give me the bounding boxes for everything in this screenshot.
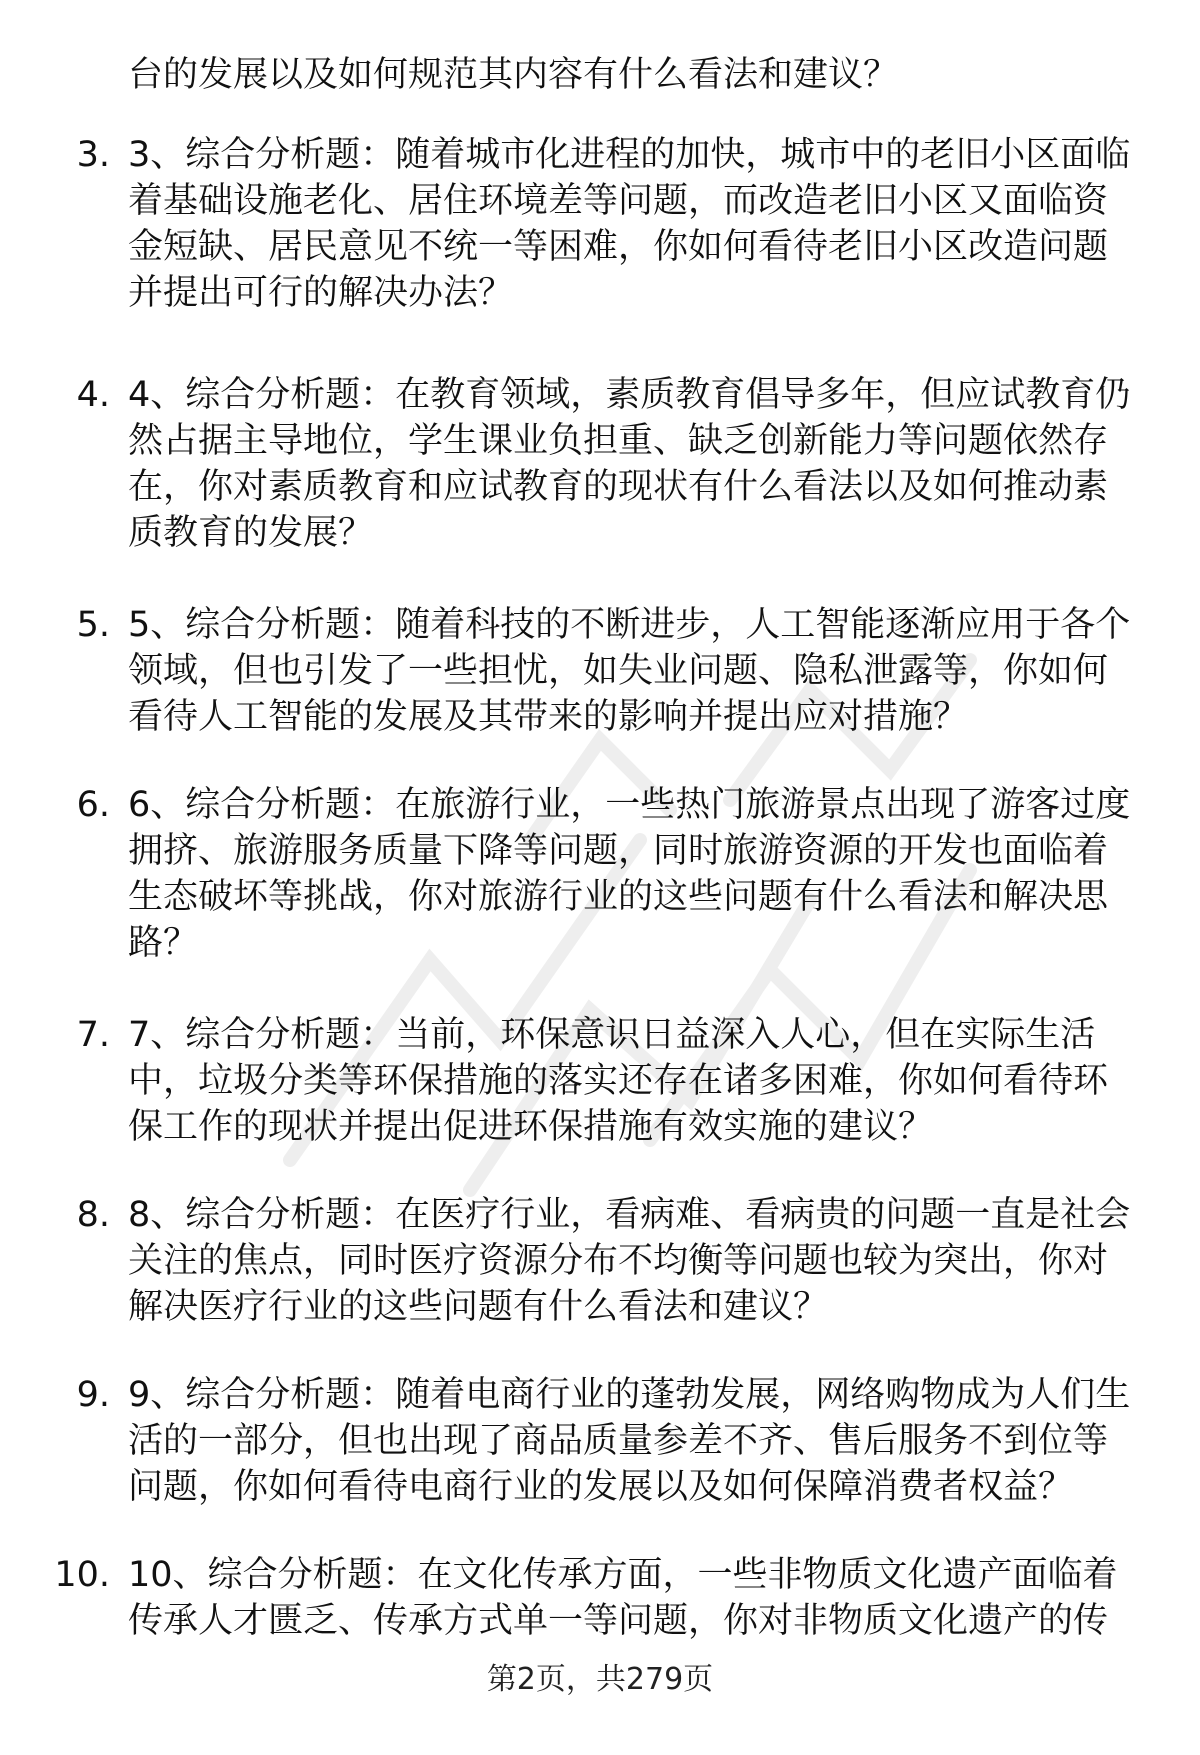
item-number: 9. — [76, 1375, 110, 1415]
item-text-line: 质教育的发展？ — [128, 513, 374, 553]
item-text-line: 金短缺、居民意见不统一等困难，你如何看待老旧小区改造问题 — [128, 227, 1109, 267]
item-text-line: 领域，但也引发了一些担忧，如失业问题、隐私泄露等，你如何 — [128, 651, 1109, 691]
item-text-line: 4、综合分析题：在教育领域，素质教育倡导多年，但应试教育仍 — [128, 375, 1131, 415]
item-text-line: 7、综合分析题：当前，环保意识日益深入人心，但在实际生活 — [128, 1015, 1096, 1055]
item-number: 8. — [76, 1195, 110, 1235]
item-text-line: 并提出可行的解决办法？ — [128, 273, 514, 313]
item-text-line: 关注的焦点，同时医疗资源分布不均衡等问题也较为突出，你对 — [128, 1241, 1109, 1281]
page-footer: 第2页，共279页 — [486, 1662, 714, 1697]
item-text-line: 在，你对素质教育和应试教育的现状有什么看法以及如何推动素 — [128, 467, 1109, 507]
item-text-line: 看待人工智能的发展及其带来的影响并提出应对措施？ — [128, 697, 969, 737]
item-text-line: 生态破坏等挑战，你对旅游行业的这些问题有什么看法和解决思 — [128, 877, 1109, 917]
item-text-line: 路？ — [128, 923, 199, 963]
item-number: 4. — [76, 375, 110, 415]
item-text-line: 3、综合分析题：随着城市化进程的加快，城市中的老旧小区面临 — [128, 135, 1131, 175]
item-text-line: 中，垃圾分类等环保措施的落实还存在诸多困难，你如何看待环 — [128, 1061, 1109, 1101]
item-text-line: 拥挤、旅游服务质量下降等问题，同时旅游资源的开发也面临着 — [128, 831, 1109, 871]
item-text-line: 解决医疗行业的这些问题有什么看法和建议？ — [128, 1287, 829, 1327]
item-text-line: 9、综合分析题：随着电商行业的蓬勃发展，网络购物成为人们生 — [128, 1375, 1131, 1415]
item-text-line: 着基础设施老化、居住环境差等问题，而改造老旧小区又面临资 — [128, 181, 1109, 221]
item-text-line: 8、综合分析题：在医疗行业，看病难、看病贵的问题一直是社会 — [128, 1195, 1131, 1235]
item-text-line: 传承人才匮乏、传承方式单一等问题，你对非物质文化遗产的传 — [128, 1601, 1109, 1641]
item-number: 5. — [76, 605, 110, 645]
item-text-line: 10、综合分析题：在文化传承方面，一些非物质文化遗产面临着 — [128, 1555, 1118, 1595]
item-text-line: 5、综合分析题：随着科技的不断进步，人工智能逐渐应用于各个 — [128, 605, 1131, 645]
item-number: 6. — [76, 785, 110, 825]
item-text-line: 保工作的现状并提出促进环保措施有效实施的建议？ — [128, 1107, 934, 1147]
item-text-line: 6、综合分析题：在旅游行业，一些热门旅游景点出现了游客过度 — [128, 785, 1131, 825]
item-text-line: 活的一部分，但也出现了商品质量参差不齐、售后服务不到位等 — [128, 1421, 1109, 1461]
continuation-line: 台的发展以及如何规范其内容有什么看法和建议？ — [128, 55, 899, 95]
item-number: 10. — [54, 1555, 110, 1595]
item-text-line: 然占据主导地位，学生课业负担重、缺乏创新能力等问题依然存 — [128, 421, 1109, 461]
item-number: 7. — [76, 1015, 110, 1055]
item-number: 3. — [76, 135, 110, 175]
item-text-line: 问题，你如何看待电商行业的发展以及如何保障消费者权益？ — [128, 1467, 1074, 1507]
